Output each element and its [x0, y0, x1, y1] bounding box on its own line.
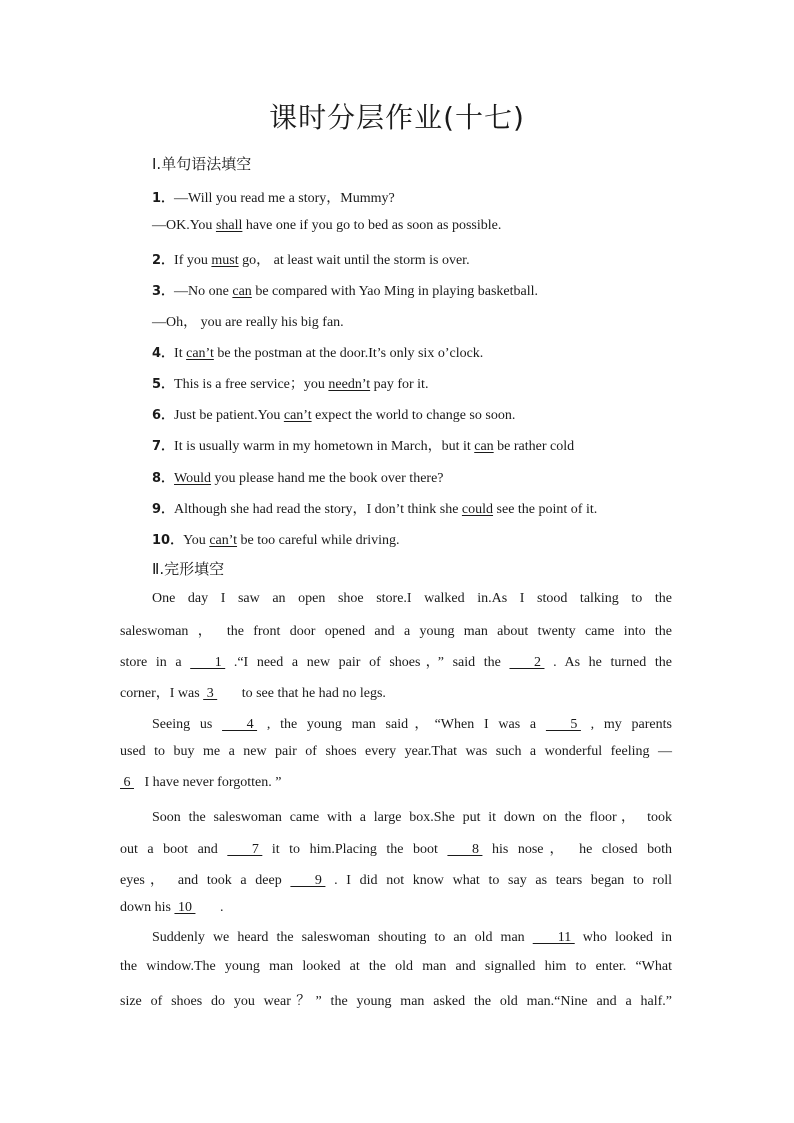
- exercise-text: go， at least wait until the storm is over.: [238, 253, 470, 268]
- exercise-text: —No one: [174, 284, 233, 299]
- exercise-text: be compared with Yao Ming in playing basketball.: [251, 284, 538, 299]
- cloze-blank-4: 4: [222, 717, 258, 732]
- section-heading-grammar: Ⅰ.单句语法填空: [152, 155, 252, 173]
- passage-text: store in a: [120, 655, 191, 670]
- exercise-number: 5．: [152, 377, 175, 392]
- exercise-line: [152, 498, 597, 518]
- exercise-line: [152, 187, 395, 207]
- passage-line: [152, 591, 672, 607]
- exercise-number: 2．: [152, 253, 175, 268]
- exercise-text: If you: [174, 253, 212, 268]
- answer-word: can’t: [283, 408, 312, 423]
- passage-text: Seeing us: [152, 717, 223, 732]
- exercise-number: 10．: [152, 533, 184, 548]
- passage-text: used to buy me a new pair of shoes every year.That was such a wonderful feeling —: [120, 744, 672, 759]
- passage-text: out a boot and: [120, 842, 228, 857]
- passage-text: corner，I was: [120, 686, 204, 701]
- answer-word: Would: [174, 471, 212, 486]
- exercise-text: —Oh， you are really his big fan.: [152, 315, 344, 330]
- passage-text: , my parents: [580, 717, 672, 732]
- exercise-line: [152, 311, 344, 331]
- answer-word: can’t: [209, 533, 238, 548]
- passage-text: it to him.Placing the boot: [262, 842, 448, 857]
- passage-text: his nose， he closed both: [482, 842, 672, 857]
- section-heading-cloze: Ⅱ.完形填空: [152, 560, 225, 578]
- answer-word: can’t: [186, 346, 214, 361]
- passage-line: [120, 620, 672, 640]
- exercise-line: [152, 218, 501, 234]
- passage-line: [120, 651, 672, 671]
- exercise-number: 9．: [152, 502, 175, 517]
- exercise-number: 4．: [152, 346, 175, 361]
- answer-word: can: [232, 284, 252, 299]
- exercise-text: be the postman at the door.It’s only six o’clock.: [213, 346, 484, 361]
- exercise-text: you please hand me the book over there?: [211, 471, 444, 486]
- passage-line: [152, 713, 672, 733]
- passage-line: [120, 869, 672, 889]
- passage-text: who looked in: [574, 930, 672, 945]
- exercise-number: 3．: [152, 284, 175, 299]
- exercise-line: [152, 467, 444, 487]
- passage-text: . I did not know what to say as tears began to roll: [325, 873, 672, 888]
- passage-text: Suddenly we heard the saleswoman shouting to an old man: [152, 930, 533, 945]
- cloze-blank-10: 10: [174, 900, 196, 915]
- answer-word: could: [461, 502, 494, 517]
- answer-word: must: [211, 253, 239, 268]
- exercise-number: 6．: [152, 408, 175, 423]
- exercise-line: [152, 342, 483, 362]
- passage-line: [120, 682, 672, 702]
- passage-line: [120, 959, 672, 975]
- exercise-text: have one if you go to bed as soon as possible.: [242, 218, 502, 233]
- exercise-text: This is a free service；you: [174, 377, 329, 392]
- exercise-text: be rather cold: [493, 439, 575, 454]
- passage-line: [152, 930, 672, 946]
- passage-text: saleswoman ， the front door opened and a young man about twenty came into the: [120, 624, 672, 639]
- cloze-blank-1: 1: [190, 655, 226, 670]
- passage-text: eyes， and took a deep: [120, 873, 291, 888]
- exercise-line: [152, 373, 428, 393]
- passage-line: [120, 775, 672, 791]
- cloze-blank-7: 7: [227, 842, 263, 857]
- exercise-text: —OK.You: [152, 218, 216, 233]
- exercise-text: —Will you read me a story，Mummy?: [174, 191, 395, 206]
- passage-text: One day I saw an open shoe store.I walked in.As I stood talking to the: [152, 591, 672, 606]
- exercise-number: 7．: [152, 439, 175, 454]
- passage-line: [120, 838, 672, 858]
- exercise-number: 8．: [152, 471, 175, 486]
- page-title: 课时分层作业(十七): [269, 101, 525, 134]
- answer-word: can: [474, 439, 494, 454]
- passage-line: [120, 744, 672, 760]
- cloze-blank-5: 5: [545, 717, 581, 732]
- exercise-text: You: [183, 533, 210, 548]
- passage-text: I have never forgotten. ”: [141, 775, 282, 790]
- passage-line: [120, 990, 672, 1010]
- passage-text: .: [216, 900, 224, 915]
- cloze-blank-8: 8: [447, 842, 483, 857]
- exercise-line: [152, 249, 470, 269]
- exercise-text: Although she had read the story，I don’t think she: [174, 502, 462, 517]
- exercise-line: [152, 404, 515, 424]
- exercise-text: expect the world to change so soon.: [311, 408, 516, 423]
- answer-word: shall: [215, 218, 243, 233]
- passage-text: the window.The young man looked at the old man and signalled him to enter. “What: [120, 959, 672, 974]
- exercise-line: [152, 280, 538, 300]
- exercise-text: It is usually warm in my hometown in March，but it: [174, 439, 475, 454]
- passage-text: down his: [120, 900, 175, 915]
- passage-text: , the young man said，“When I was a: [257, 717, 546, 732]
- passage-line: [120, 900, 672, 916]
- exercise-text: see the point of it.: [493, 502, 598, 517]
- exercise-text: Just be patient.You: [174, 408, 284, 423]
- exercise-text: be too careful while driving.: [237, 533, 400, 548]
- exercise-line: [152, 529, 400, 549]
- passage-text: to see that he had no legs.: [238, 686, 386, 701]
- exercise-number: 1．: [152, 191, 175, 206]
- cloze-blank-6: 6: [120, 775, 134, 790]
- passage-text: Soon the saleswoman came with a large box.She put it down on the floor， took: [152, 810, 672, 825]
- passage-line: [152, 806, 672, 826]
- cloze-blank-9: 9: [290, 873, 326, 888]
- passage-text: .“I need a new pair of shoes，” said the: [225, 655, 510, 670]
- exercise-text: pay for it.: [370, 377, 429, 392]
- exercise-text: It: [174, 346, 187, 361]
- passage-text: size of shoes do you wear？” the young man asked the old man.“Nine and a half.”: [120, 994, 672, 1009]
- cloze-blank-3: 3: [203, 686, 218, 701]
- exercise-line: [152, 435, 574, 455]
- cloze-blank-11: 11: [532, 930, 575, 945]
- answer-word: needn’t: [328, 377, 371, 392]
- passage-text: . As he turned the: [544, 655, 672, 670]
- cloze-blank-2: 2: [509, 655, 545, 670]
